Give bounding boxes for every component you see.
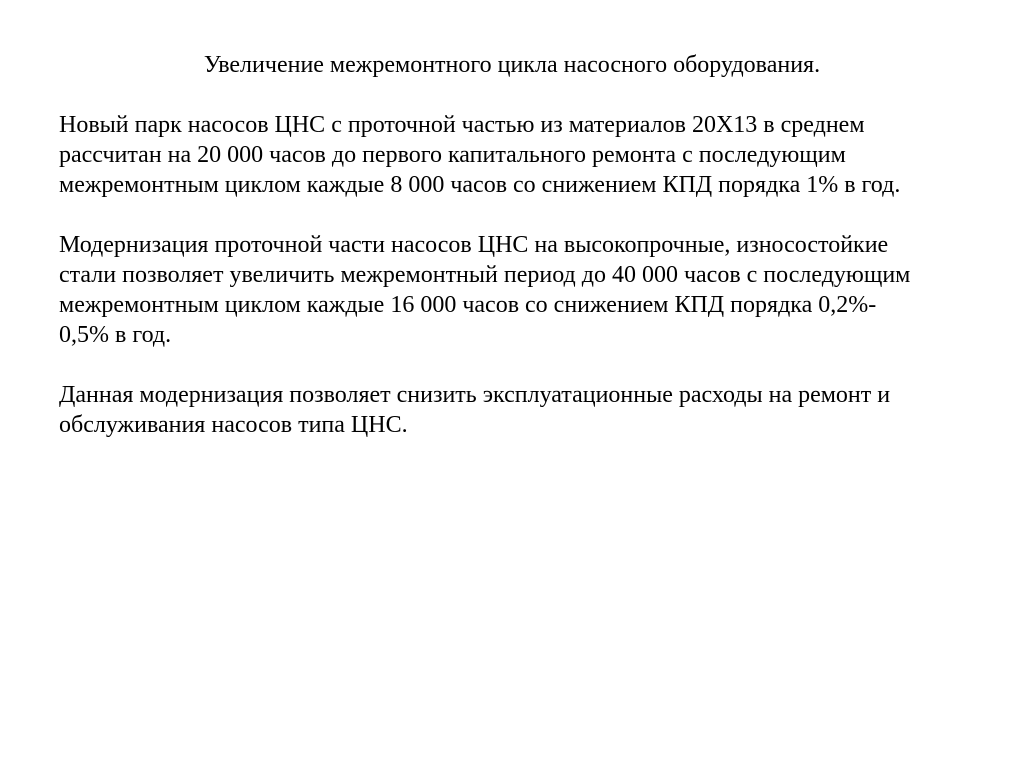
text-line: 0,5% в год. [59,322,172,348]
paragraph-cost-reduction [59,380,999,440]
text-line: межремонтным циклом каждые 16 000 часов со снижением КПД порядка 0,2%- [59,292,877,318]
text-line: стали позволяет увеличить межремонтный период до 40 000 часов с последующим [59,262,911,288]
text-line: Новый парк насосов ЦНС с проточной частью из материалов 20Х13 в среднем [59,112,865,138]
slide-title: Увеличение межремонтного цикла насосного оборудования. [203,52,821,78]
paragraph-new-pump-fleet [59,110,999,200]
text-line: Данная модернизация позволяет снизить эксплуатационные расходы на ремонт и [59,382,891,408]
text-line: Модернизация проточной части насосов ЦНС на высокопрочные, износостойкие [59,232,889,258]
text-line: рассчитан на 20 000 часов до первого капитального ремонта с последующим [59,142,846,168]
paragraph-modernization [59,230,999,350]
text-line: межремонтным циклом каждые 8 000 часов со снижением КПД порядка 1% в год. [59,172,901,198]
slide-body [59,110,999,470]
text-line: обслуживания насосов типа ЦНС. [59,412,408,438]
